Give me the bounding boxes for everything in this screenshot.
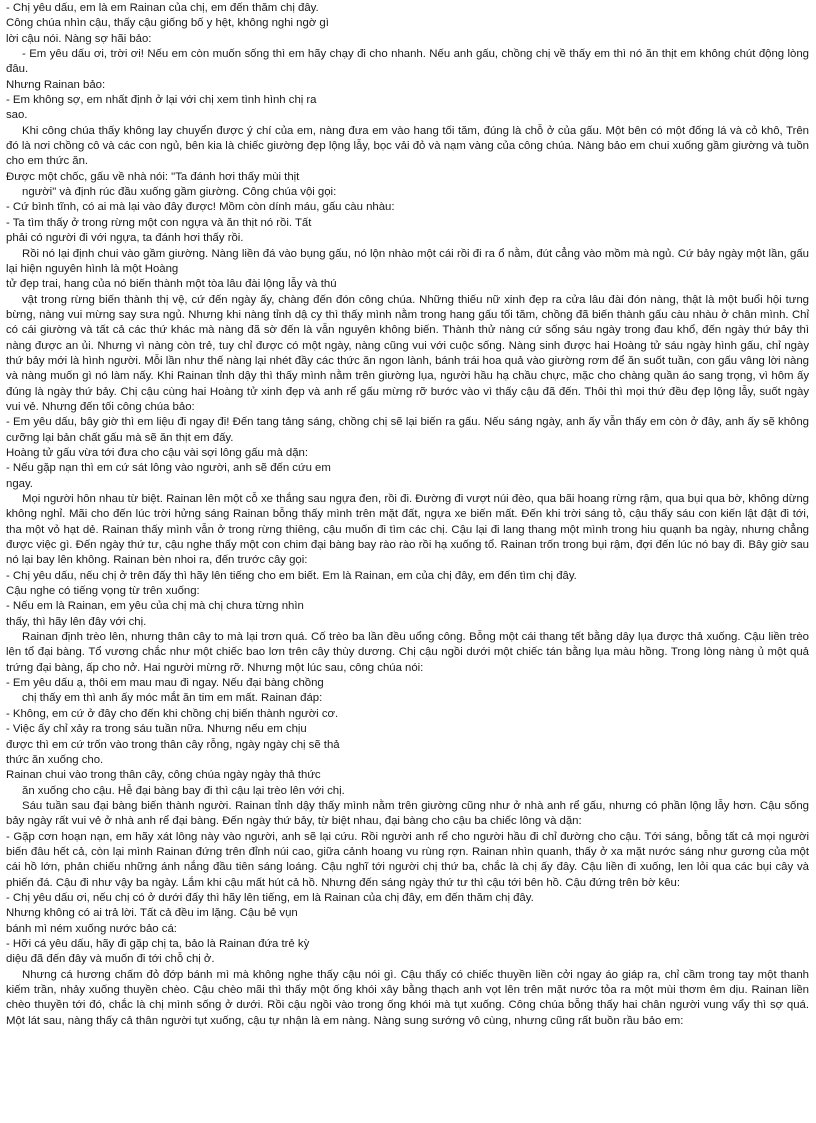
paragraph-line: - Chị yêu dấu ơi, nếu chị có ở dưới đấy thì hãy lên tiếng, em là Rainan của chị đây, em đến thăm chị đây. — [6, 891, 534, 904]
paragraph-line: - Chị yêu dấu, em là em Rainan của chị, em đến thăm chị đây. — [6, 2, 319, 14]
paragraph-line: - Hỡi cá yêu dấu, hãy đi gặp chị ta, bảo là Rainan đứa trẻ kỳ — [6, 937, 310, 950]
paragraph-line: ngay. — [6, 477, 33, 490]
paragraph-line: vật trong rừng biến thành thị vệ, cứ đến ngày ấy, chàng đến đón công chúa. Những thiếu nữ xinh đẹp ra cửa lâu đài đón nàng, thật là một buổi hội tưng bừng, nàng vui mừng say sưa ngủ. Nhưng khi nàng tỉnh dậ cy thì thấy mình nằm trong hang gấu tối tăm, chồng đã biến thành gấu càu nhàu ở chân mình. Chỉ có cái giường và tất cả các thứ khác mà nàng đã sờ đến là vẫn nguyên không biến. Thành thử nàng cứ sống sáu ngày trong đau khổ, đến ngày thứ bảy thì nàng được an ủi. Nhưng vì nàng còn trẻ, tuy chỉ được có một ngày, nàng cũng vui với cuộc sống. Nàng sinh được hai Hoàng tử sáu ngày hình gấu, chỉ ngày thứ bảy mới là hình người. Mỗi lần như thế nàng lại nhét đầy các thức ăn ngon lành, bánh trái hoa quả vào giường rơm để ăn suốt tuần, con gấu vâng lời nàng và nàng muốn gì nó làm nấy. Khi Rainan tỉnh dậy thì thấy mình nằm trên giường lụa, người hầu hạ chầu chực, mặc cho chàng quần áo sang trọng, vì hôm ấy đúng là ngày thứ bảy. Chị cậu cùng hai Hoàng tử xinh đẹp và anh rể gấu mừng rỡ bước vào vì thấy cậu đã đến. Thôi thì mọi thứ đều đẹp lộng lẫy, suốt ngày vui vẻ. Nhưng đến tối công chúa bảo: — [6, 293, 809, 413]
paragraph-line: phải có người đi với ngựa, ta đánh hơi thấy rồi. — [6, 232, 244, 245]
paragraph-line: - Nếu em là Rainan, em yêu của chị mà chị chưa từng nhìn — [6, 600, 304, 613]
paragraph-line: Cậu nghe có tiếng vọng từ trên xuống: — [6, 585, 200, 598]
paragraph-line: - Em yêu dấu, bây giờ thì em liệu đi ngay đi! Đến tang tảng sáng, chồng chị sẽ lại biến ra gấu. Nếu sáng ngày, anh ấy vẫn thấy em còn ở đây, anh ấy sẽ không cưỡng lại bản chất gấu mà sẽ ăn thịt em đấy. — [6, 416, 809, 444]
paragraph-line: tử đẹp trai, hang của nó biến thành một tòa lâu đài lộng lẫy và thú — [6, 278, 337, 291]
paragraph-line: bánh mì ném xuống nước bảo cá: — [6, 922, 177, 935]
paragraph-line: thấy, thì hãy lên đây với chị. — [6, 615, 147, 628]
paragraph-line: - Em yêu dấu ơi, trời ơi! Nếu em còn muốn sống thì em hãy chạy đi cho nhanh. Nếu anh gấu, chồng chị về thấy em thì nó ăn thịt em không chút động lòng đâu. — [6, 48, 809, 76]
paragraph-line: Nhưng không có ai trả lời. Tất cả đều im lặng. Cậu bẻ vụn — [6, 907, 298, 920]
paragraph-line: Công chúa nhìn cậu, thấy cậu giống bố y hệt, không nghi ngờ gì — [6, 17, 329, 30]
paragraph-line: Rồi nó lại định chui vào gầm giường. Nàng liền đá vào bụng gấu, nó lộn nhào một cái rồi đi ra ổ nằm, đút cẳng vào mồm mà ngủ. Cứ bảy ngày một lần, gấu lại hiện nguyên hình là một Hoàng — [6, 247, 809, 275]
paragraph-line: Được một chốc, gấu về nhà nói: "Ta đánh hơi thấy mùi thịt — [6, 170, 300, 183]
paragraph-line: Khi công chúa thấy không lay chuyển được ý chí của em, nàng đưa em vào hang tối tăm, đúng là chỗ ở của gấu. Một bên có một đống lá và cỏ khô, Trên đó là nơi chồng cô và các con ngủ, bên kia là chiếc giường đẹp lộng lẫy, bọc vải đỏ và nạm vàng của công chúa. Nàng bảo em chui xuống gầm giường và tuồn cho em thức ăn. — [6, 124, 809, 168]
paragraph-line: diệu đã đến đây và muốn đi tới chỗ chị ở. — [6, 953, 215, 966]
paragraph-line: - Ta tìm thấy ở trong rừng một con ngựa và ăn thịt nó rồi. Tất — [6, 216, 312, 229]
paragraph-line: Mọi người hôn nhau từ biệt. Rainan lên một cỗ xe thắng sau ngựa đen, rồi đi. Đường đi vượt núi đèo, qua bãi hoang rừng rậm, qua bụi qua bờ, không dừng không nghỉ. Mãi cho đến lúc trời hửng sáng Rainan bỗng thấy mình trên mặt đất, ngựa xe biến mất. Đến khi trời sáng tỏ, cậu thấy sáu con kiến lật đật đi tới, tha một vỏ hạt dẻ. Rainan thấy mình vẫn ở trong rừng thiêng, cậu muốn đi tìm các chị. Cậu lại đi lang thang một mình trong hiu quạnh ba ngày, nhưng chẳng được việc gì. Đến ngày thứ tư, cậu nghe thấy một con chim đại bàng bay rào rào rồi hạ xuống tổ. Rainan trốn trong bụi rậm, đợi đến lúc nó bay đi. Bây giờ sau nó lại bay lên không. Rainan bèn nhoi ra, đến trước cây gọi: — [6, 493, 809, 567]
paragraph-line: người" và định rúc đầu xuống gầm giường. Công chúa vội gọi: — [22, 186, 337, 199]
paragraph-line: lời cậu nói. Nàng sợ hãi bảo: — [6, 32, 152, 45]
paragraph-line: Rainan chui vào trong thân cây, công chúa ngày ngày thả thức — [6, 769, 321, 782]
paragraph-line: Nhưng Rainan bảo: — [6, 78, 106, 91]
paragraph-line: chị thấy em thì anh ấy móc mắt ăn tim em mất. Rainan đáp: — [22, 692, 323, 705]
paragraph-line: - Em yêu dấu ạ, thôi em mau mau đi ngay. Nếu đại bàng chồng — [6, 677, 324, 690]
paragraph-line: Rainan định trèo lên, nhưng thân cây to mà lại trơn quá. Cố trèo ba lần đều uổng công. Bỗng một cái thang tết bằng dây lụa được thả xuống. Cậu liền trèo lên tổ đại bàng. Tổ vương chắc như một chiếc bao lơn trên cây thùy dương. Chị cậu ngồi dưới một chiếc tán bằng lụa màu hồng. Trong lòng nàng ủ một quả trứng đại bàng, ấp cho nở. Hai người mừng rỡ. Nhưng một lúc sau, công chúa nói: — [6, 631, 809, 674]
paragraph-line: Hoàng tử gấu vừa tới đưa cho cậu vài sợi lông gấu mà dặn: — [6, 446, 308, 459]
story-text — [6, 1, 809, 1029]
paragraph-line: - Chị yêu dấu, nếu chị ở trên đấy thì hãy lên tiếng cho em biết. Em là Rainan, em của chị đây, em đến tìm chị đây. — [6, 569, 577, 582]
paragraph-line: - Cứ bình tĩnh, có ai mà lại vào đây được! Mồm còn dính máu, gấu càu nhàu: — [6, 201, 395, 214]
paragraph-line: thức ăn xuống cho. — [6, 753, 104, 766]
paragraph-line: - Nếu gặp nạn thì em cứ sát lông vào người, anh sẽ đến cứu em — [6, 462, 331, 475]
paragraph-line: được thì em cứ trốn vào trong thân cây rỗng, ngày ngày chị sẽ thả — [6, 738, 340, 751]
paragraph-line: ăn xuống cho cậu. Hễ đại bàng bay đi thì cậu lại trèo lên với chị. — [22, 784, 345, 797]
paragraph-line: Nhưng cá hương chấm đỏ đớp bánh mì mà không nghe thấy cậu nói gì. Cậu thấy có chiếc thuyền liền cởi ngay áo giáp ra, chỉ cầm trong tay một thanh kiếm trần, nhảy xuống thuyền chèo. Cậu chèo mãi thì thấy một ống khói xây bằng thạch anh vọt lên trên mặt nước tỏa ra một mùi thơm êm dịu. Rainan liền chèo thuyền tới đó, chắc là chị mình sống ở dưới. Rồi cậu ngồi vào trong ống khói mà tụt xuống. Công chúa bỗng thấy hai chân người vung vẩy thì sợ quá. Một lát sau, nàng thấy cả thân người tụt xuống, cậu tự nhận là em nàng. Nàng sung sướng vô cùng, nhưng cũng rất buồn rầu bảo em: — [6, 968, 809, 1027]
paragraph-line: sao. — [6, 109, 28, 122]
paragraph-line: - Em không sợ, em nhất định ở lại với chị xem tình hình chị ra — [6, 94, 317, 107]
paragraph-line: - Không, em cứ ở đây cho đến khi chồng chị biến thành người cơ. — [6, 707, 339, 720]
paragraph-line: - Việc ấy chỉ xảy ra trong sáu tuần nữa. Nhưng nếu em chịu — [6, 723, 307, 736]
paragraph-line: - Gặp cơn hoạn nạn, em hãy xát lông này vào người, anh sẽ lại cứu. Rồi người anh rể cho người hầu đi chỉ đường cho cậu. Tới sáng, bỗng tất cả mọi người biến đâu hết cả, còn lại mình Rainan đứng trên đỉnh núi cao, giữa cảnh hoang vu rùng rợn. Rainan nhìn quanh, thấy ở xa mặt nước sáng như gương của một cái hồ lớn, phản chiếu những ánh nắng đầu tiên sáng loáng. Cậu nghĩ tới người chị thứ ba, chắc là chị ấy đây. Cậu liền đi xuống, len lỏi qua các bụi cây và phiến đá. Cậu đi như vậy ba ngày. Lắm khi cậu mất hút cả hồ. Nhưng đến sáng ngày thứ tư thì cậu tới bên hồ. Cậu đứng trên bờ kêu: — [6, 830, 809, 889]
paragraph-line: Sáu tuần sau đại bàng biến thành người. Rainan tỉnh dậy thấy mình nằm trên giường cũng như ở nhà anh rể gấu, nhưng có phần lộng lẫy hơn. Cậu sống bảy ngày rất vui vẻ ở nhà anh rể đại bàng. Đến ngày thứ bảy, từ biệt nhau, đại bàng cho cậu ba chiếc lông và dặn: — [6, 799, 809, 828]
